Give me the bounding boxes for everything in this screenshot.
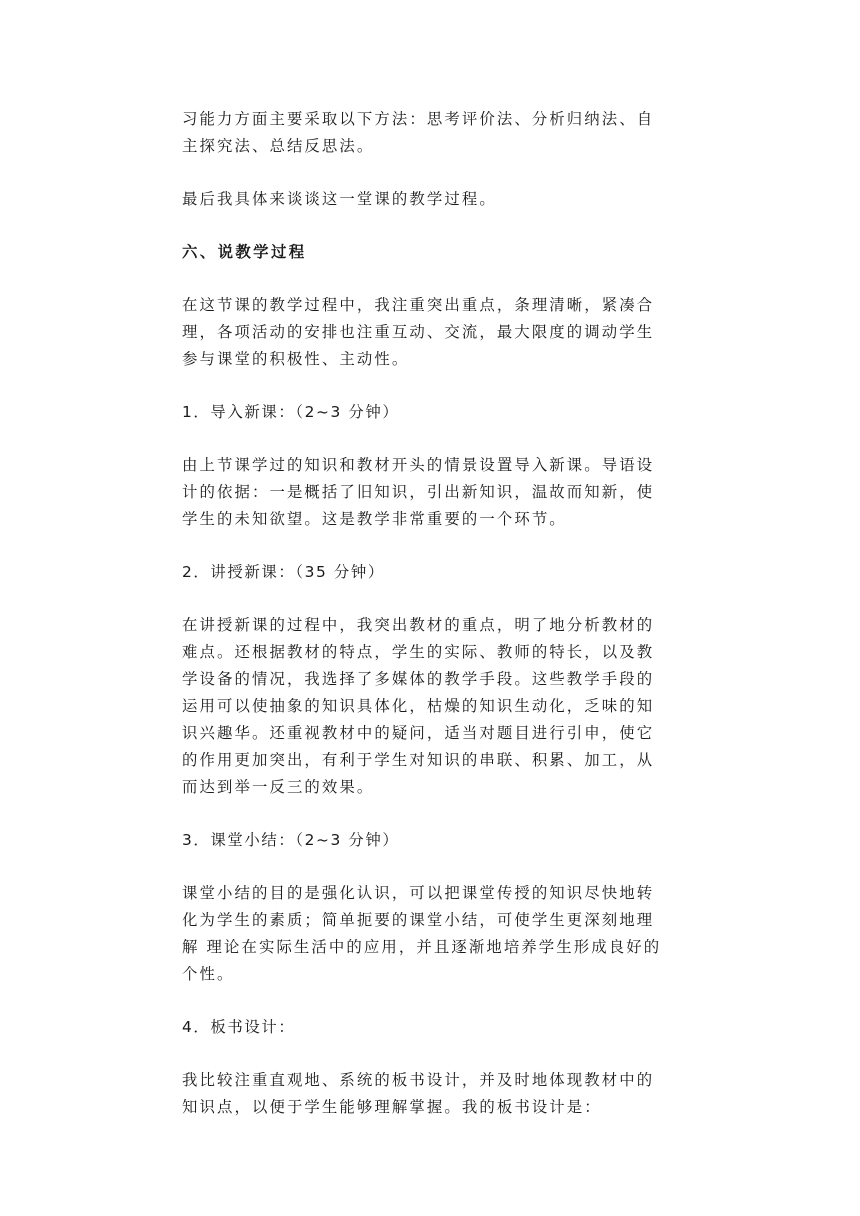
paragraph-transition xyxy=(182,186,682,213)
paragraph-learning-methods xyxy=(182,106,682,160)
text-line: 我比较注重直观地、系统的板书设计，并及时地体现教材中的 xyxy=(182,1071,655,1089)
text-line: 由上节课学过的知识和教材开头的情景设置导入新课。导语设 xyxy=(182,456,655,474)
paragraph-lesson-summary xyxy=(182,880,682,988)
text-line: 学设备的情况，我选择了多媒体的教学手段。这些教学手段的 xyxy=(182,670,655,688)
text-line: 解 理论在实际生活中的应用，并且逐渐地培养学生形成良好的 xyxy=(182,938,662,956)
text-line: 在讲授新课的过程中，我突出教材的重点，明了地分析教材的 xyxy=(182,616,655,634)
text-line: 的作用更加突出，有利于学生对知识的串联、积累、加工，从 xyxy=(182,751,655,769)
text-line: 运用可以使抽象的知识具体化，枯燥的知识生动化，乏味的知 xyxy=(182,697,655,715)
paragraph-blackboard-design xyxy=(182,1067,682,1121)
text-line: 个性。 xyxy=(182,965,235,983)
text-line: 最后我具体来谈谈这一堂课的教学过程。 xyxy=(182,190,497,208)
text-line: 4．板书设计： xyxy=(182,1018,296,1036)
text-line: 3．课堂小结：（2~3 分钟） xyxy=(182,831,400,849)
text-line: 1．导入新课：（2~3 分钟） xyxy=(182,403,400,421)
text-line: 学生的未知欲望。这是教学非常重要的一个环节。 xyxy=(182,510,567,528)
subheading-blackboard-design xyxy=(182,1014,682,1041)
text-line: 2．讲授新课：（35 分钟） xyxy=(182,563,385,581)
text-line: 计的依据：一是概括了旧知识，引出新知识，温故而知新，使 xyxy=(182,483,655,501)
text-line: 难点。还根据教材的特点，学生的实际、教师的特长，以及教 xyxy=(182,643,655,661)
text-line: 六、说教学过程 xyxy=(182,243,307,261)
text-line: 参与课堂的积极性、主动性。 xyxy=(182,350,410,368)
subheading-lesson-summary xyxy=(182,827,682,854)
text-line: 习能力方面主要采取以下方法：思考评价法、分析归纳法、自 xyxy=(182,110,655,128)
paragraph-process-overview xyxy=(182,292,682,373)
text-line: 在这节课的教学过程中，我注重突出重点，条理清晰，紧凑合 xyxy=(182,296,655,314)
text-line: 而达到举一反三的效果。 xyxy=(182,778,375,796)
document-body xyxy=(182,106,682,1147)
text-line: 化为学生的素质；简单扼要的课堂小结，可使学生更深刻地理 xyxy=(182,911,655,929)
subheading-introduce-new-lesson xyxy=(182,399,682,426)
paragraph-introduce-new-lesson xyxy=(182,452,682,533)
text-line: 理，各项活动的安排也注重互动、交流，最大限度的调动学生 xyxy=(182,323,655,341)
text-line: 知识点，以便于学生能够理解掌握。我的板书设计是： xyxy=(182,1098,602,1116)
section-heading-teaching-process xyxy=(182,239,682,266)
text-line: 课堂小结的目的是强化认识，可以把课堂传授的知识尽快地转 xyxy=(182,884,655,902)
text-line: 识兴趣华。还重视教材中的疑问，适当对题目进行引申，使它 xyxy=(182,724,655,742)
paragraph-teach-new-lesson xyxy=(182,612,682,801)
text-line: 主探究法、总结反思法。 xyxy=(182,137,375,155)
subheading-teach-new-lesson xyxy=(182,559,682,586)
